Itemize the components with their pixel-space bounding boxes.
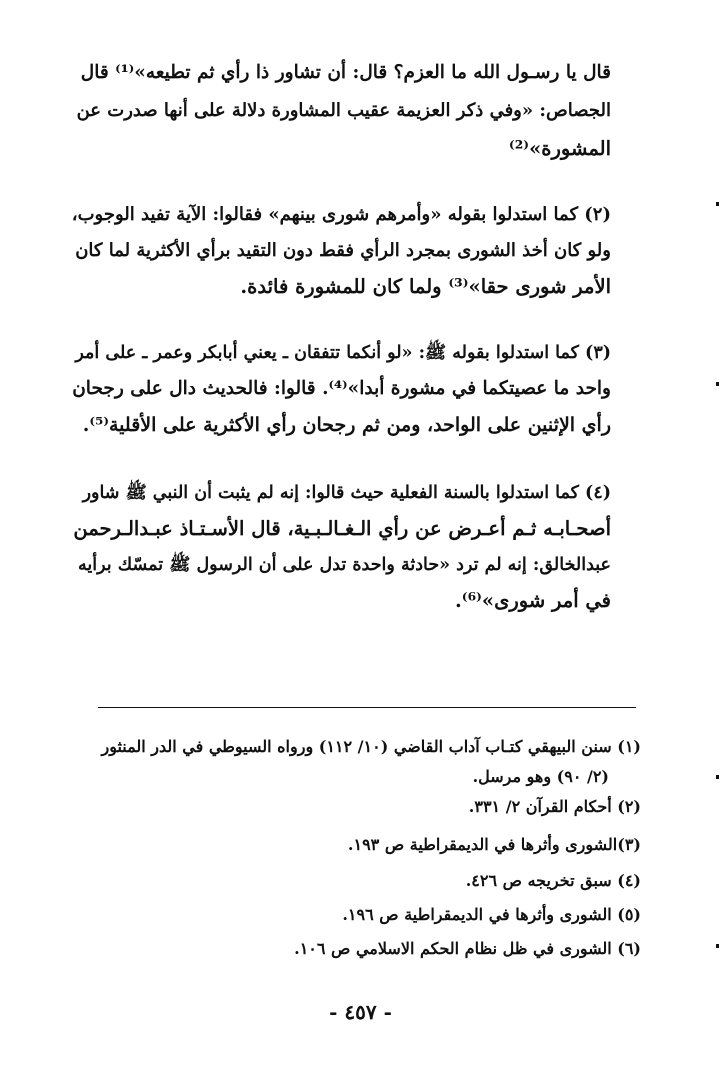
body-line: ولو كان أخذ الشورى بمجرد الرأي فقط دون التقيد برأي الأكثرية لما كان [75,240,611,261]
footnote: (٥) الشورى وأثرها في الديمقراطية ص ١٩٦. [342,905,641,924]
scan-mark [716,775,719,779]
scan-mark [716,382,719,386]
footnote-separator [98,707,636,708]
body-line: (٣) كما استدلوا بقوله ﷺ: «لو أنكما تتفقان ـ يعني أبابكر وعمر ـ على أمر [75,343,611,363]
body-line: عبدالخالق: إنه لم ترد «حادثة واحدة تدل على أن الرسول ﷺ تمسّك برأيه [78,555,611,575]
footnote: (٢) أحكام القرآن ٢/ ٣٣١. [468,797,641,816]
body-line: واحد ما عصيتكما في مشورة أبدا»⁽⁴⁾. قالوا: فالحديث دال على رجحان [72,378,611,399]
body-line: قال يا رسـول الله ما العزم؟ قال: أن تشاور ذا رأي ثم تطيعه»⁽¹⁾ قال [80,62,611,83]
scan-mark [716,944,719,948]
body-line: في أمر شورى»⁽⁶⁾. [454,589,611,612]
body-line: أصحـابـه ثـم أعـرض عن رأي الـغـالـبـية، قال الأسـتـاذ عبـدالـرحمن [73,517,611,540]
body-line: (٤) كما استدلوا بالسنة الفعلية حيث قالوا: إنه لم يثبت أن النبي ﷺ شاور [82,483,611,503]
footnote-continuation: (٢/ ٩٠) وهو مرسل. [472,767,609,786]
footnote: (٣)الشورى وأثرها في الديمقراطية ص ١٩٣. [347,835,641,854]
page-number: - ٤٥٧ - [329,1000,392,1024]
scan-mark [716,202,719,206]
footnote: (٤) سبق تخريجه ص ٤٢٦. [465,871,641,890]
body-line: رأي الإثنين على الواحد، ومن ثم رجحان رأي الأكثرية على الأقلية⁽⁵⁾. [82,414,611,436]
footnote: (١) سنن البيهقي كتـاب آداب القاضي (١٠/ ١١٢) ورواه السيوطي في الدر المنثور [101,737,641,756]
body-line: الأمر شورى حقا»⁽³⁾ ولما كان للمشورة فائدة. [240,275,611,298]
body-line: (٢) كما استدلوا بقوله «وأمرهم شورى بينهم» فقالوا: الآية تفيد الوجوب، [71,204,611,225]
footnote: (٦) الشورى في ظل نظام الحكم الاسلامي ص ١٠٦. [294,939,641,958]
body-line: المشورة»⁽²⁾ [508,137,611,160]
body-line: الجصاص: «وفي ذكر العزيمة عقيب المشاورة دلالة على أنها صدرت عن [76,100,611,121]
